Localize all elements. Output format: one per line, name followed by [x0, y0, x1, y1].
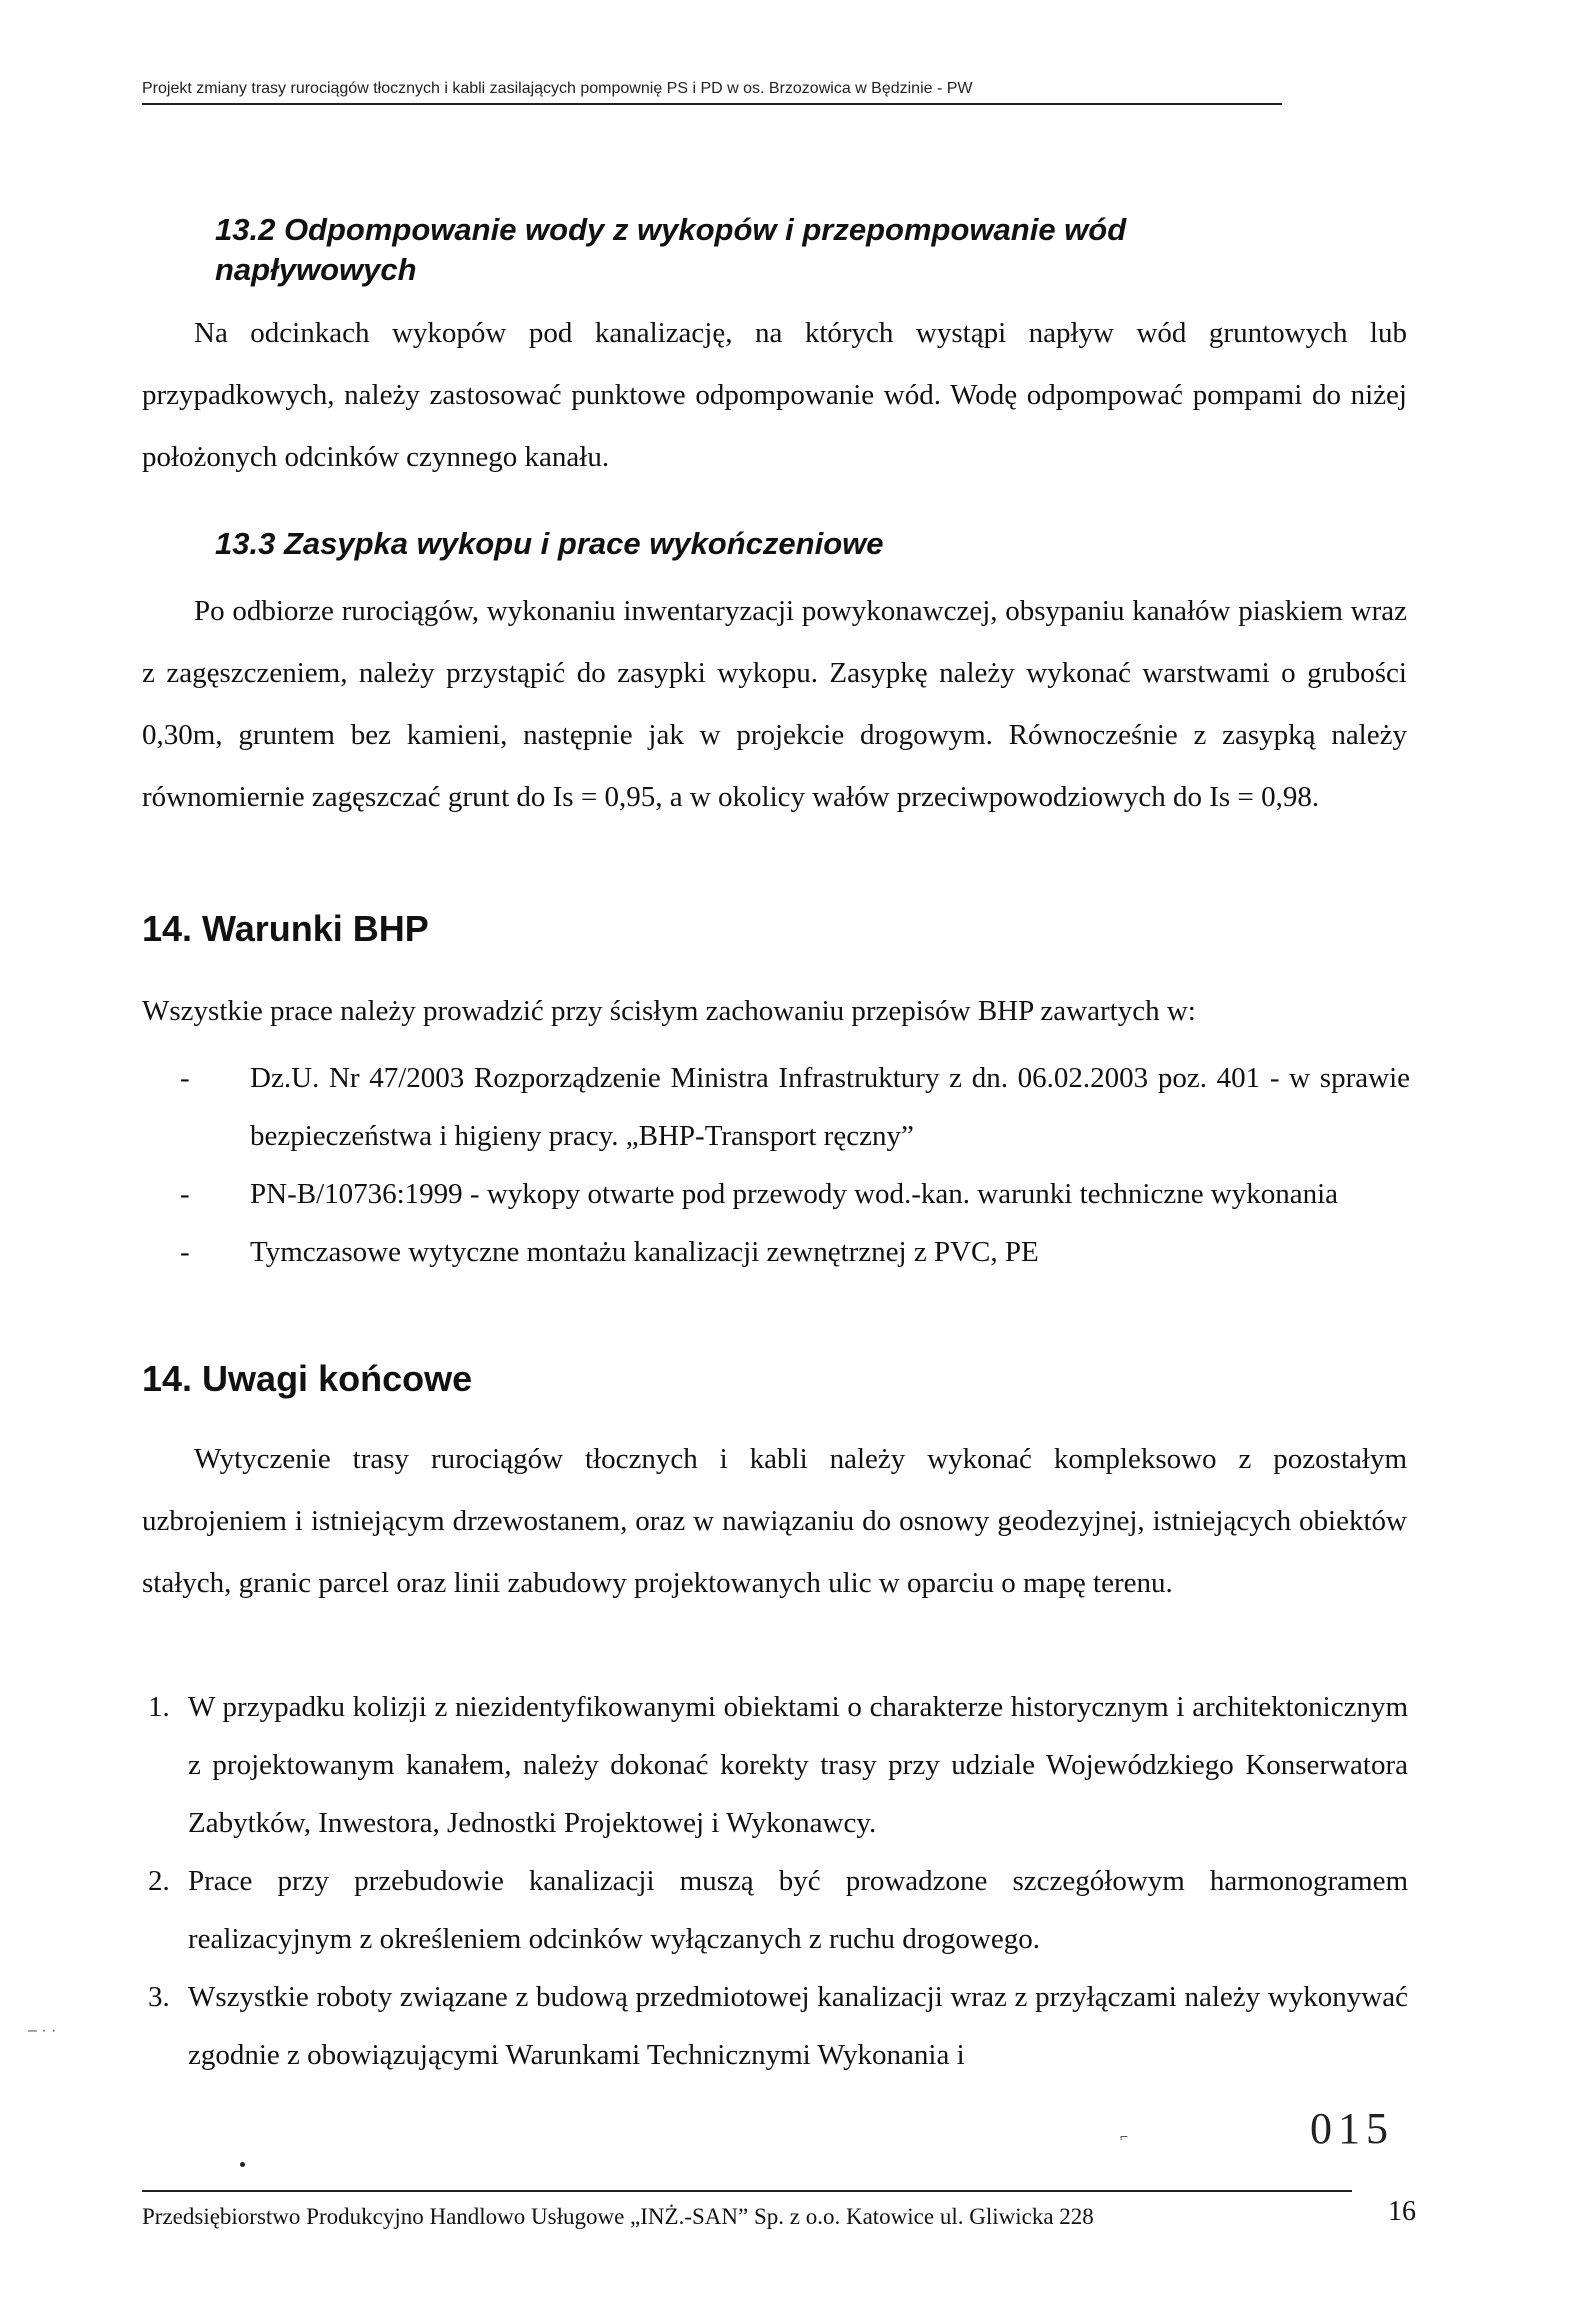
list-number: 3. — [148, 1981, 170, 2013]
bhp-regulation-list — [180, 1049, 1410, 1281]
list-bullet: - — [180, 1062, 190, 1094]
list-item — [148, 1852, 1408, 1968]
list-bullet: - — [180, 1178, 190, 1210]
section-14-bhp-title: 14. Warunki BHP — [142, 908, 429, 949]
list-bullet: - — [180, 1236, 190, 1268]
page-number: 16 — [1388, 2196, 1416, 2227]
running-header: Projekt zmiany trasy rurociągów tłocznych i kabli zasilających pompownię PS i PD w os. Brzozowica w Będzinie - PW — [142, 80, 1282, 105]
list-item — [180, 1049, 1410, 1165]
section-13-2-title: 13.2 Odpompowanie wody z wykopów i przepompowanie wód napływowych — [215, 212, 1127, 287]
list-item-text: Wszystkie roboty związane z budową przedmiotowej kanalizacji wraz z przyłączami należy wykonywać zgodnie z obowiązującymi Warunkami Technicznymi Wykonania i — [188, 1981, 1408, 2071]
list-number: 1. — [148, 1691, 170, 1723]
list-item-text: Prace przy przebudowie kanalizacji muszą być prowadzone szczegółowym harmonogramem realizacyjnym z określeniem odcinków wyłączanych z ruchu drogowego. — [188, 1865, 1408, 1955]
section-14-uwagi-intro: Wytyczenie trasy rurociągów tłocznych i kabli należy wykonać kompleksowo z pozostałym uzbrojeniem i istniejącym drzewostanem, oraz w nawiązaniu do osnowy geodezyjnej, istniejących obiektów stałych, granic parcel oraz linii zabudowy projektowanych ulic w oparciu o mapę terenu. — [142, 1443, 1407, 1599]
scan-tick-mark: ⌐ — [1120, 2128, 1129, 2144]
final-remarks-list — [148, 1678, 1408, 2084]
list-item-text: W przypadku kolizji z niezidentyfikowanymi obiektami o charakterze historycznym i architektonicznym z projektowanym kanałem, należy dokonać korekty trasy przy udziale Wojewódzkiego Konserwatora Zabytków, Inwestora, Jednostki Projektowej i Wykonawcy. — [188, 1691, 1408, 1839]
list-number: 2. — [148, 1865, 170, 1897]
scan-margin-mark: – · · — [28, 2022, 57, 2039]
scan-dot — [240, 2162, 245, 2167]
list-item — [148, 1678, 1408, 1852]
list-item — [148, 1968, 1408, 2084]
section-14-uwagi-title: 14. Uwagi końcowe — [142, 1358, 473, 1399]
section-14-bhp-intro: Wszystkie prace należy prowadzić przy ścisłym zachowaniu przepisów BHP zawartych w: — [142, 995, 1196, 1027]
list-item — [180, 1165, 1410, 1223]
list-item — [180, 1223, 1410, 1281]
page-footer: Przedsiębiorstwo Produkcyjno Handlowo Usługowe „INŻ.-SAN” Sp. z o.o. Katowice ul. Gliwicka 228 — [142, 2190, 1352, 2230]
sheet-number: 015 — [1310, 2104, 1394, 2153]
list-item-text: Tymczasowe wytyczne montażu kanalizacji zewnętrznej z PVC, PE — [250, 1236, 1039, 1268]
list-item-text: Dz.U. Nr 47/2003 Rozporządzenie Ministra Infrastruktury z dn. 06.02.2003 poz. 401 - w sprawie bezpieczeństwa i higieny pracy. „BHP-Transport ręczny” — [250, 1062, 1410, 1152]
section-13-3-title: 13.3 Zasypka wykopu i prace wykończeniowe — [215, 526, 884, 561]
list-item-text: PN-B/10736:1999 - wykopy otwarte pod przewody wod.-kan. warunki techniczne wykonania — [250, 1178, 1339, 1210]
section-13-3-text: Po odbiorze rurociągów, wykonaniu inwentaryzacji powykonawczej, obsypaniu kanałów piaskiem wraz z zagęszczeniem, należy przystąpić do zasypki wykopu. Zasypkę należy wykonać warstwami o grubości 0,30m, gruntem bez kamieni, następnie jak w projekcie drogowym. Równocześnie z zasypką należy równomiernie zagęszczać grunt do Is = 0,95, a w okolicy wałów przeciwpowodziowych do Is = 0,98. — [142, 595, 1407, 813]
section-13-2-text: Na odcinkach wykopów pod kanalizację, na których wystąpi napływ wód gruntowych lub przypadkowych, należy zastosować punktowe odpompowanie wód. Wodę odpompować pompami do niżej położonych odcinków czynnego kanału. — [142, 317, 1407, 473]
